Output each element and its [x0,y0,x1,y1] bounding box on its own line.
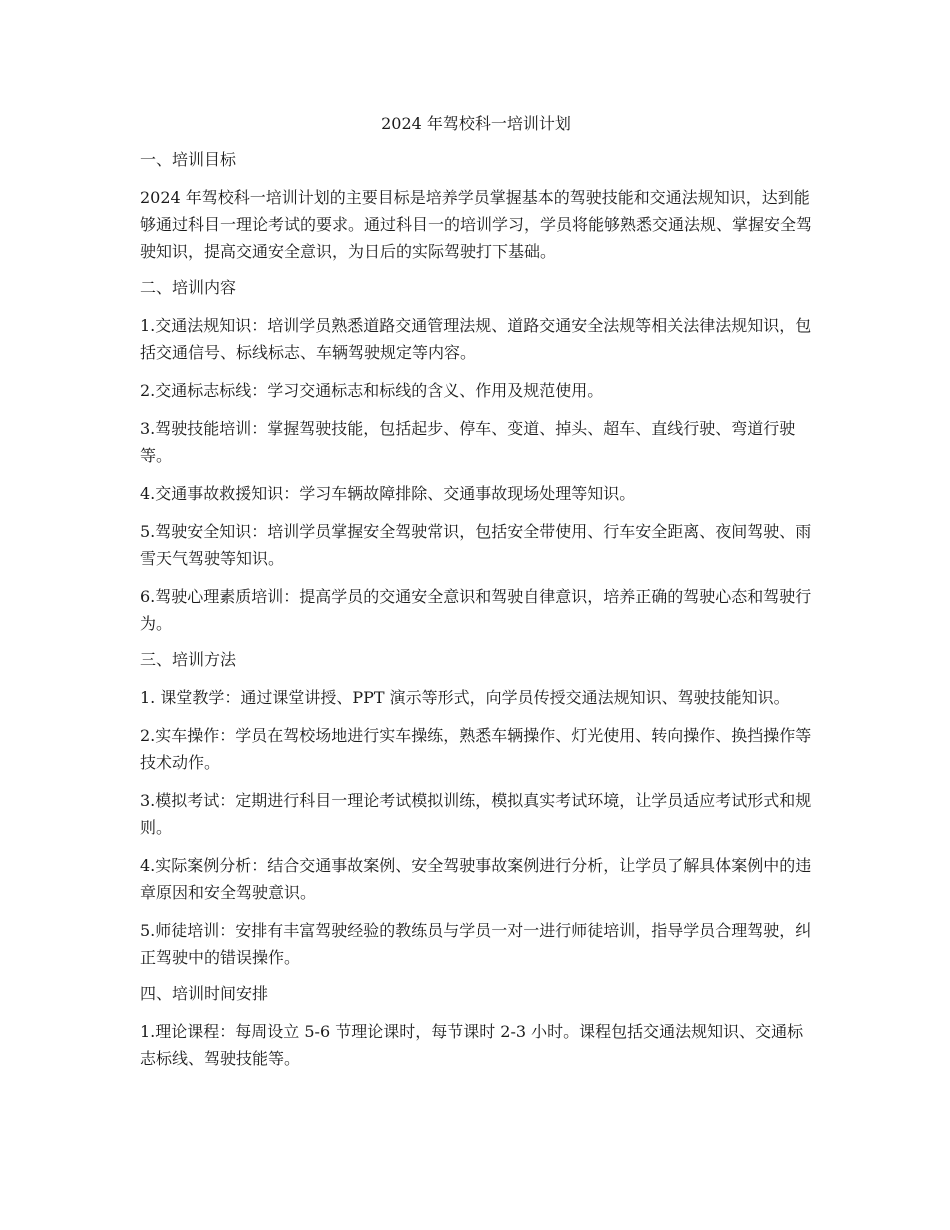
section-heading: 一、培训目标 [140,150,237,169]
paragraph: 3.驾驶技能培训：掌握驾驶技能，包括起步、停车、变道、掉头、超车、直线行驶、弯道行驶等。 [140,419,796,465]
paragraph: 4.交通事故救援知识：学习车辆故障排除、交通事故现场处理等知识。 [140,484,636,503]
paragraph: 1.交通法规知识：培训学员熟悉道路交通管理法规、道路交通安全法规等相关法律法规知识，包括交通信号、标线标志、车辆驾驶规定等内容。 [140,316,812,362]
paragraph: 5.师徒培训：安排有丰富驾驶经验的教练员与学员一对一进行师徒培训，指导学员合理驾驶，纠正驾驶中的错误操作。 [140,921,812,967]
paragraph: 4.实际案例分析：结合交通事故案例、安全驾驶事故案例进行分析，让学员了解具体案例中的违章原因和安全驾驶意识。 [140,856,812,902]
paragraph: 6.驾驶心理素质培训：提高学员的交通安全意识和驾驶自律意识，培养正确的驾驶心态和驾驶行为。 [140,587,812,633]
paragraph: 5.驾驶安全知识：培训学员掌握安全驾驶常识，包括安全带使用、行车安全距离、夜间驾驶、雨雪天气驾驶等知识。 [140,522,812,568]
section-training-schedule [140,982,812,1072]
paragraph: 3.模拟考试：定期进行科目一理论考试模拟训练，模拟真实考试环境，让学员适应考试形式和规则。 [140,791,812,837]
paragraph: 1. 课堂教学：通过课堂讲授、PPT 演示等形式，向学员传授交通法规知识、驾驶技能知识。 [140,688,790,707]
section-training-methods [140,648,812,971]
paragraph: 2.交通标志标线：学习交通标志和标线的含义、作用及规范使用。 [140,381,604,400]
section-training-goals [140,148,812,265]
document-title: 2024 年驾校科一培训计划 [381,114,571,133]
paragraph: 2.实车操作：学员在驾校场地进行实车操练，熟悉车辆操作、灯光使用、转向操作、换挡操作等技术动作。 [140,726,812,772]
section-heading: 三、培训方法 [140,650,237,669]
paragraph: 1.理论课程：每周设立 5-6 节理论课时，每节课时 2-3 小时。课程包括交通法规知识、交通标志标线、驾驶技能等。 [140,1022,804,1068]
section-heading: 四、培训时间安排 [140,984,269,1003]
section-heading: 二、培训内容 [140,278,237,297]
paragraph: 2024 年驾校科一培训计划的主要目标是培养学员掌握基本的驾驶技能和交通法规知识，达到能够通过科目一理论考试的要求。通过科目一的培训学习，学员将能够熟悉交通法规、掌握安全驾驶知识，提高交通安全意识，为日后的实际驾驶打下基础。 [140,188,813,261]
section-training-content [140,276,812,637]
